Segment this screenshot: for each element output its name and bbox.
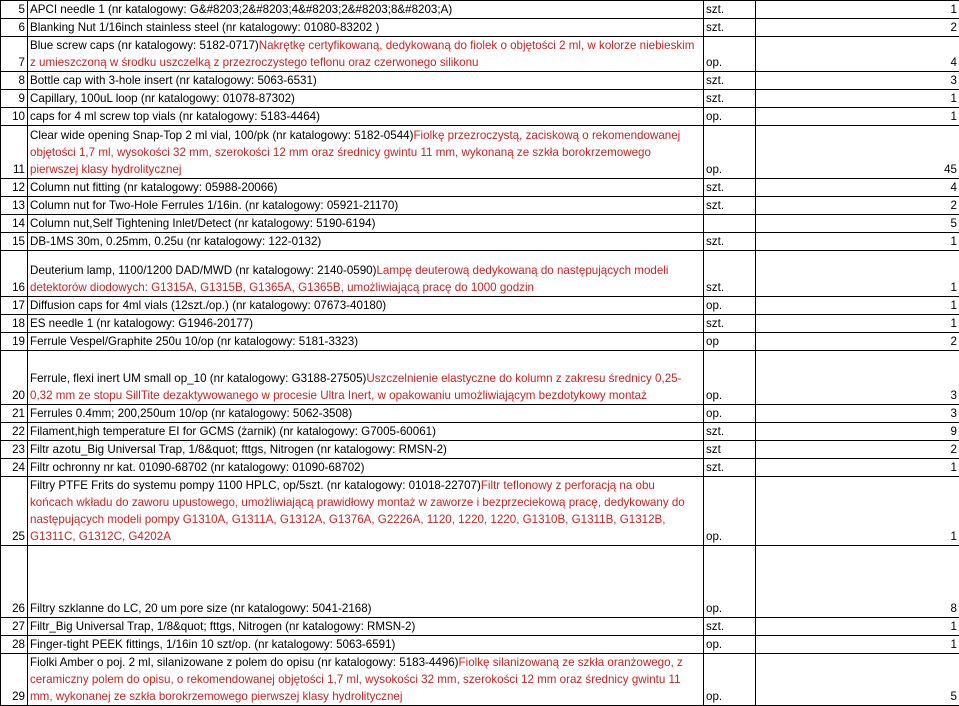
item-name: Ferrule, flexi inert UM small op_10 (nr katalogowy: G3188-27505) xyxy=(30,372,366,385)
item-unit: op. xyxy=(704,351,756,405)
row-number: 15 xyxy=(1,233,28,251)
row-number: 17 xyxy=(1,297,28,315)
table-row xyxy=(1,618,959,636)
row-number: 25 xyxy=(1,477,28,546)
item-description xyxy=(28,636,704,654)
item-quantity: 1 xyxy=(756,108,959,126)
row-number: 18 xyxy=(1,315,28,333)
item-unit: szt xyxy=(704,441,756,459)
table-row xyxy=(1,297,959,315)
item-unit: szt. xyxy=(704,19,756,37)
table-row xyxy=(1,441,959,459)
item-name: Filtr azotu_Big Universal Trap, 1/8&quot; fttgs, Nitrogen (nr katalogowy: RMSN-2) xyxy=(30,443,447,456)
item-unit: op. xyxy=(704,477,756,546)
item-name: Ferrules 0.4mm; 200,250um 10/op (nr katalogowy: 5062-3508) xyxy=(30,407,352,420)
item-description xyxy=(28,215,704,233)
item-unit: szt. xyxy=(704,315,756,333)
item-quantity: 9 xyxy=(756,423,959,441)
item-description xyxy=(28,19,704,37)
item-requirement: Filtr teflonowy z perforacją na obu końcach wkładu do zaworu upustowego, umożliwiającą prawidłowy montaż w zaworze i bezprzeciekową pracę, dedykowany do następujących modeli pompy G1310A, G1311A, G1312A, G1376A, G2226A, 1120, 1220, 1220, G1310B, G1311B, G1312B, G1311C, G1312C, G4202A xyxy=(30,479,685,543)
item-description xyxy=(28,197,704,215)
item-description xyxy=(28,333,704,351)
item-quantity: 8 xyxy=(756,546,959,618)
table-row xyxy=(1,19,959,37)
item-unit: op. xyxy=(704,108,756,126)
item-name: Column nut,Self Tightening Inlet/Detect (nr katalogowy: 5190-6194) xyxy=(30,217,375,230)
row-number: 11 xyxy=(1,126,28,179)
item-quantity: 3 xyxy=(756,72,959,90)
item-unit: szt. xyxy=(704,459,756,477)
item-requirement: Fiolkę przezroczystą, zaciskową o rekomendowanej objętości 1,7 ml, wysokości 32 mm, szerokości 12 mm oraz średnicy gwintu 11 mm, wykonaną ze szkła borokrzemowego pierwszej klasy hydrolitycznej xyxy=(30,129,680,176)
table-row xyxy=(1,215,959,233)
item-name: Filament,high temperature EI for GCMS (żarnik) (nr katalogowy: G7005-60061) xyxy=(30,425,436,438)
row-number: 10 xyxy=(1,108,28,126)
item-description xyxy=(28,546,704,618)
item-name: Column nut for Two-Hole Ferrules 1/16in. (nr katalogowy: 05921-21170) xyxy=(30,199,398,212)
item-description xyxy=(28,72,704,90)
item-description xyxy=(28,297,704,315)
item-quantity: 1 xyxy=(756,233,959,251)
item-name: Deuterium lamp, 1100/1200 DAD/MWD (nr katalogowy: 2140-0590) xyxy=(30,264,376,277)
table-row xyxy=(1,37,959,72)
item-description xyxy=(28,179,704,197)
item-description xyxy=(28,315,704,333)
row-number: 27 xyxy=(1,618,28,636)
item-unit: op. xyxy=(704,546,756,618)
item-unit: szt. xyxy=(704,618,756,636)
item-quantity: 1 xyxy=(756,1,959,19)
item-description xyxy=(28,233,704,251)
item-requirement: Fiolkę silanizowaną ze szkła oranżowego, z ceramiczny polem do opisu, o rekomendowanej objętości 1,7 ml, wysokości 32 mm, szerokości 12 mm oraz średnicy gwintu 11 mm, wykonanej ze szkła borokrzemowego pierwszej klasy hydrolitycznej xyxy=(30,656,683,703)
row-number: 7 xyxy=(1,37,28,72)
table-row xyxy=(1,351,959,405)
item-quantity: 3 xyxy=(756,405,959,423)
table-row xyxy=(1,179,959,197)
table-row xyxy=(1,251,959,297)
item-name: DB-1MS 30m, 0.25mm, 0.25u (nr katalogowy: 122-0132) xyxy=(30,235,321,248)
item-name: Filtr ochronny nr kat. 01090-68702 (nr katalogowy: 01090-68702) xyxy=(30,461,365,474)
item-description xyxy=(28,90,704,108)
item-name: caps for 4 ml screw top vials (nr katalogowy: 5183-4464) xyxy=(30,110,320,123)
row-number: 26 xyxy=(1,546,28,618)
item-name: Diffusion caps for 4ml vials (12szt./op.) (nr katalogowy: 07673-40180) xyxy=(30,299,386,312)
item-name: ES needle 1 (nr katalogowy: G1946-20177) xyxy=(30,317,253,330)
table-row xyxy=(1,233,959,251)
item-unit: szt. xyxy=(704,90,756,108)
item-unit xyxy=(704,215,756,233)
item-quantity: 1 xyxy=(756,251,959,297)
item-quantity: 1 xyxy=(756,90,959,108)
item-unit: op xyxy=(704,333,756,351)
item-quantity: 1 xyxy=(756,477,959,546)
table-row xyxy=(1,197,959,215)
item-name: Filtr_Big Universal Trap, 1/8&quot; fttgs, Nitrogen (nr katalogowy: RMSN-2) xyxy=(30,620,415,633)
item-description xyxy=(28,405,704,423)
item-quantity: 2 xyxy=(756,19,959,37)
item-quantity: 4 xyxy=(756,179,959,197)
row-number: 5 xyxy=(1,1,28,19)
table-row xyxy=(1,477,959,546)
item-unit: szt. xyxy=(704,197,756,215)
item-unit: op. xyxy=(704,126,756,179)
row-number: 13 xyxy=(1,197,28,215)
item-unit: op. xyxy=(704,297,756,315)
item-quantity: 1 xyxy=(756,618,959,636)
item-name: Finger-tight PEEK fittings, 1/16in 10 szt/op. (nr katalogowy: 5063-6591) xyxy=(30,638,395,651)
item-unit: szt. xyxy=(704,423,756,441)
item-name: Clear wide opening Snap-Top 2 ml vial, 100/pk (nr katalogowy: 5182-0544) xyxy=(30,129,413,142)
item-description xyxy=(28,37,704,72)
item-quantity: 2 xyxy=(756,197,959,215)
item-quantity: 2 xyxy=(756,333,959,351)
item-description xyxy=(28,459,704,477)
row-number: 22 xyxy=(1,423,28,441)
item-quantity: 45 xyxy=(756,126,959,179)
table-row xyxy=(1,108,959,126)
item-description xyxy=(28,251,704,297)
table-row xyxy=(1,72,959,90)
table-row xyxy=(1,405,959,423)
table-row xyxy=(1,459,959,477)
item-name: APCI needle 1 (nr katalogowy: G&#8203;2&#8203;4&#8203;2&#8203;8&#8203;A) xyxy=(30,3,452,16)
row-number: 20 xyxy=(1,351,28,405)
item-requirement: Lampę deuterową dedykowaną do następujących modeli detektorów diodowych: G1315A, G1315B, G1365A, G1365B, umożliwiającą pracę do 1000 godzin xyxy=(30,264,668,294)
item-quantity: 1 xyxy=(756,315,959,333)
row-number: 6 xyxy=(1,19,28,37)
row-number: 9 xyxy=(1,90,28,108)
item-quantity: 1 xyxy=(756,636,959,654)
table-row xyxy=(1,546,959,618)
table-row xyxy=(1,636,959,654)
item-unit: op. xyxy=(704,405,756,423)
row-number: 24 xyxy=(1,459,28,477)
table-row xyxy=(1,1,959,19)
item-quantity: 2 xyxy=(756,441,959,459)
item-unit: szt. xyxy=(704,251,756,297)
item-description xyxy=(28,108,704,126)
row-number: 28 xyxy=(1,636,28,654)
item-unit: op. xyxy=(704,636,756,654)
item-quantity: 5 xyxy=(756,215,959,233)
item-description xyxy=(28,441,704,459)
table-row xyxy=(1,423,959,441)
table-row xyxy=(1,126,959,179)
row-number: 29 xyxy=(1,654,28,706)
row-number: 14 xyxy=(1,215,28,233)
order-table-body xyxy=(1,1,959,706)
item-name: Fiolki Amber o poj. 2 ml, silanizowane z polem do opisu (nr katalogowy: 5183-4496) xyxy=(30,656,459,669)
item-quantity: 1 xyxy=(756,297,959,315)
item-description xyxy=(28,351,704,405)
item-quantity: 5 xyxy=(756,654,959,706)
row-number: 8 xyxy=(1,72,28,90)
item-name: Blanking Nut 1/16inch stainless steel (nr katalogowy: 01080-83202 ) xyxy=(30,21,379,34)
item-unit: op. xyxy=(704,37,756,72)
item-quantity: 1 xyxy=(756,459,959,477)
item-description xyxy=(28,1,704,19)
row-number: 12 xyxy=(1,179,28,197)
row-number: 16 xyxy=(1,251,28,297)
item-name: Blue screw caps (nr katalogowy: 5182-0717) xyxy=(30,39,259,52)
item-description xyxy=(28,654,704,706)
item-requirement: Uszczelnienie elastyczne do kolumn z zakresu średnicy 0,25-0,32 mm ze stopu SillTite dezaktywowanego w procesie Ultra Inert, w opakowaniu umożliwiającym bezdotykowy montaż xyxy=(30,372,681,402)
item-description xyxy=(28,477,704,546)
row-number: 19 xyxy=(1,333,28,351)
item-requirement: Nakrętkę certyfikowaną, dedykowaną do fiolek o objętości 2 ml, w kolorze niebieskim z umieszczoną w środku uszczelką z przezroczystego teflonu oraz czerwonego silikonu xyxy=(30,39,694,69)
item-quantity: 3 xyxy=(756,351,959,405)
item-name: Column nut fitting (nr katalogowy: 05988-20066) xyxy=(30,181,277,194)
table-row xyxy=(1,90,959,108)
table-row xyxy=(1,333,959,351)
item-unit: szt. xyxy=(704,179,756,197)
item-name: Filtry PTFE Frits do systemu pompy 1100 HPLC, op/5szt. (nr katalogowy: 01018-22707) xyxy=(30,479,481,492)
row-number: 21 xyxy=(1,405,28,423)
item-name: Filtry szklanne do LC, 20 um pore size (nr katalogowy: 5041-2168) xyxy=(30,602,372,615)
item-quantity: 4 xyxy=(756,37,959,72)
item-description xyxy=(28,423,704,441)
item-name: Capillary, 100uL loop (nr katalogowy: 01078-87302) xyxy=(30,92,295,105)
item-name: Ferrule Vespel/Graphite 250u 10/op (nr katalogowy: 5181-3323) xyxy=(30,335,358,348)
item-unit: szt. xyxy=(704,1,756,19)
item-description xyxy=(28,126,704,179)
table-row xyxy=(1,654,959,706)
table-row xyxy=(1,315,959,333)
item-name: Bottle cap with 3-hole insert (nr katalogowy: 5063-6531) xyxy=(30,74,317,87)
row-number: 23 xyxy=(1,441,28,459)
item-unit: szt. xyxy=(704,233,756,251)
item-description xyxy=(28,618,704,636)
item-unit: op. xyxy=(704,654,756,706)
item-unit: szt. xyxy=(704,72,756,90)
